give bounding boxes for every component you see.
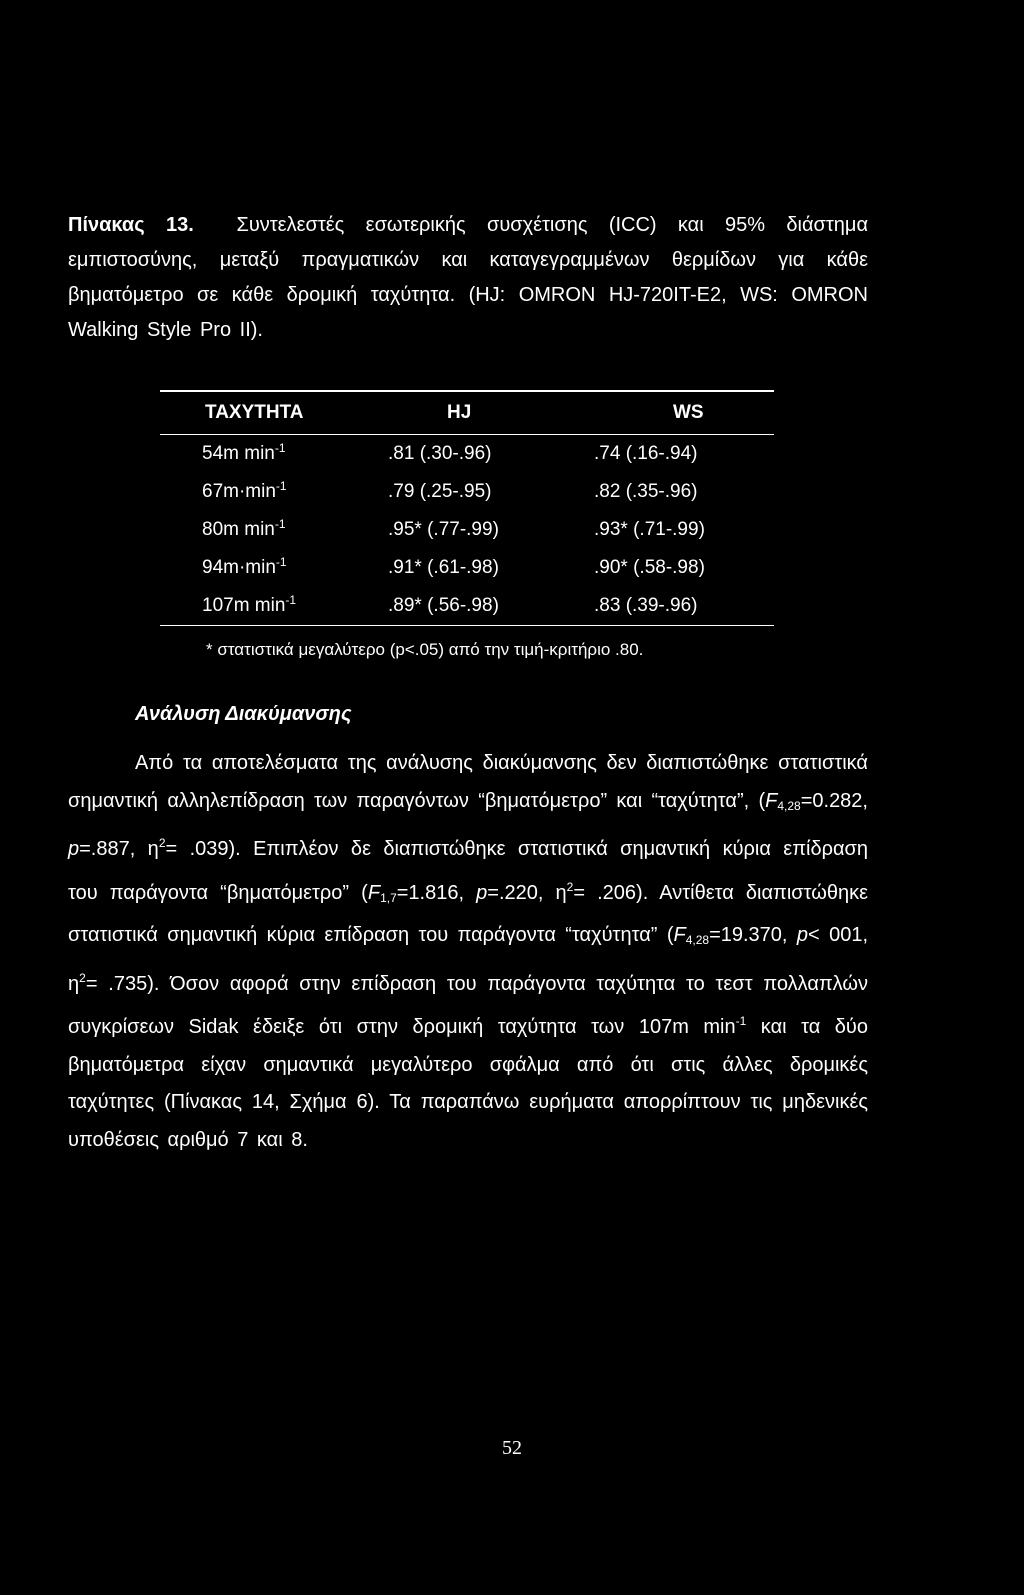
hj-cell: .95* (.77-.99) xyxy=(388,519,499,540)
hj-cell: .79 (.25-.95) xyxy=(388,481,492,502)
df-subscript: 1,7 xyxy=(380,890,397,905)
p-symbol: p xyxy=(796,924,808,946)
text-run: =.220, η xyxy=(487,881,567,904)
unit-superscript: -1 xyxy=(274,441,286,455)
unit-superscript: -1 xyxy=(275,479,287,493)
text-run: < 001, η xyxy=(68,924,869,995)
eta-superscript: 2 xyxy=(158,836,166,850)
text-run: =19.370, xyxy=(709,924,797,946)
ws-cell: .93* (.71-.99) xyxy=(594,519,705,540)
text-run: =0.282, xyxy=(800,789,868,812)
f-symbol: F xyxy=(673,924,686,946)
text-run: = .039). Επιπλέον δε διαπιστώθηκε στατιστικά σημαντική κύρια επίδραση του παράγοντα “βηματόμετρο” ( xyxy=(68,838,868,904)
ws-cell: .83 (.39-.96) xyxy=(594,595,698,616)
f-symbol: F xyxy=(765,789,778,812)
text-run: και τα δύο βηματόμετρα είχαν σημαντικά μεγαλύτερο σφάλμα από ότι στις άλλες δρομικές ταχύτητες (Πίνακας 14, Σχήμα 6). Τα παραπάνω ευρήματα απορρίπτουν τις μηδενικές υποθέσεις αριθμό 7 και 8. xyxy=(68,1016,868,1151)
unit-superscript: -1 xyxy=(275,555,287,569)
header-hj: HJ xyxy=(447,402,472,423)
p-symbol: p xyxy=(476,881,488,904)
ws-cell: .82 (.35-.96) xyxy=(594,481,698,502)
text-run: = .735). Όσον αφορά στην επίδραση του παράγοντα ταχύτητα το τεστ πολλαπλών συγκρίσεων Sidak έδειξε ότι στην δρομική ταχύτητα των 107m min xyxy=(68,972,868,1038)
table-bottom-rule xyxy=(160,625,774,626)
speed-cell: 80m min xyxy=(202,519,275,540)
text-run: = .206). Αντίθετα διαπιστώθηκε στατιστικά σημαντική κύρια επίδραση του παράγοντα “ταχύτητα” ( xyxy=(68,881,869,946)
speed-cell: 67m·min xyxy=(202,481,276,502)
hj-cell: .89* (.56-.98) xyxy=(388,595,499,616)
df-subscript: 4,28 xyxy=(685,933,710,947)
hj-cell: .91* (.61-.98) xyxy=(388,557,499,578)
p-symbol: p xyxy=(68,838,80,860)
header-ws: WS xyxy=(673,402,704,423)
text-run: =1.816, xyxy=(396,881,477,904)
caption-text: Συντελεστές εσωτερικής συσχέτισης (ICC) και 95% διάστημα εμπιστοσύνης, μεταξύ πραγματικών και καταγεγραμμένων θερμίδων για κάθε βηματόμετρο σε κάθε δρομική ταχύτητα. (HJ: OMRON HJ-720IT-E2, WS: OMRON Walking Style Pro II). xyxy=(68,214,869,341)
table-caption xyxy=(68,208,868,348)
table-header-row xyxy=(160,392,774,434)
table-footnote: * στατιστικά μεγαλύτερο (p<.05) από την τιμή-κριτήριο .80. xyxy=(206,640,644,659)
unit-superscript: -1 xyxy=(735,1014,747,1028)
text-run: Από τα αποτελέσματα της ανάλυσης διακύμανσης δεν διαπιστώθηκε στατιστικά σημαντική αλληλεπίδραση των παραγόντων “βηματόμετρο” και “ταχύτητα”, ( xyxy=(68,752,868,812)
eta-superscript: 2 xyxy=(566,879,574,894)
speed-cell: 107m min xyxy=(202,595,286,616)
hj-cell: .81 (.30-.96) xyxy=(388,443,492,464)
section-heading: Ανάλυση Διακύμανσης xyxy=(135,703,352,725)
table-row xyxy=(160,473,774,511)
caption-label: Πίνακας 13. xyxy=(68,214,194,236)
speed-cell: 54m min xyxy=(202,443,275,464)
speed-cell: 94m·min xyxy=(202,557,276,578)
eta-superscript: 2 xyxy=(79,970,86,985)
icc-table xyxy=(160,390,774,626)
ws-cell: .74 (.16-.94) xyxy=(594,443,698,464)
unit-superscript: -1 xyxy=(274,517,286,531)
text-run: =.887, η xyxy=(79,838,159,860)
header-speed: ΤΑΧΥΤΗΤΑ xyxy=(205,402,304,423)
table-row xyxy=(160,511,774,549)
table-row xyxy=(160,549,774,587)
body-paragraph xyxy=(68,745,868,1159)
table-row xyxy=(160,435,774,473)
page-number: 52 xyxy=(502,1437,522,1459)
table-row xyxy=(160,587,774,625)
ws-cell: .90* (.58-.98) xyxy=(594,557,705,578)
f-symbol: F xyxy=(367,881,381,904)
df-subscript: 4,28 xyxy=(777,798,801,813)
unit-superscript: -1 xyxy=(285,593,297,607)
